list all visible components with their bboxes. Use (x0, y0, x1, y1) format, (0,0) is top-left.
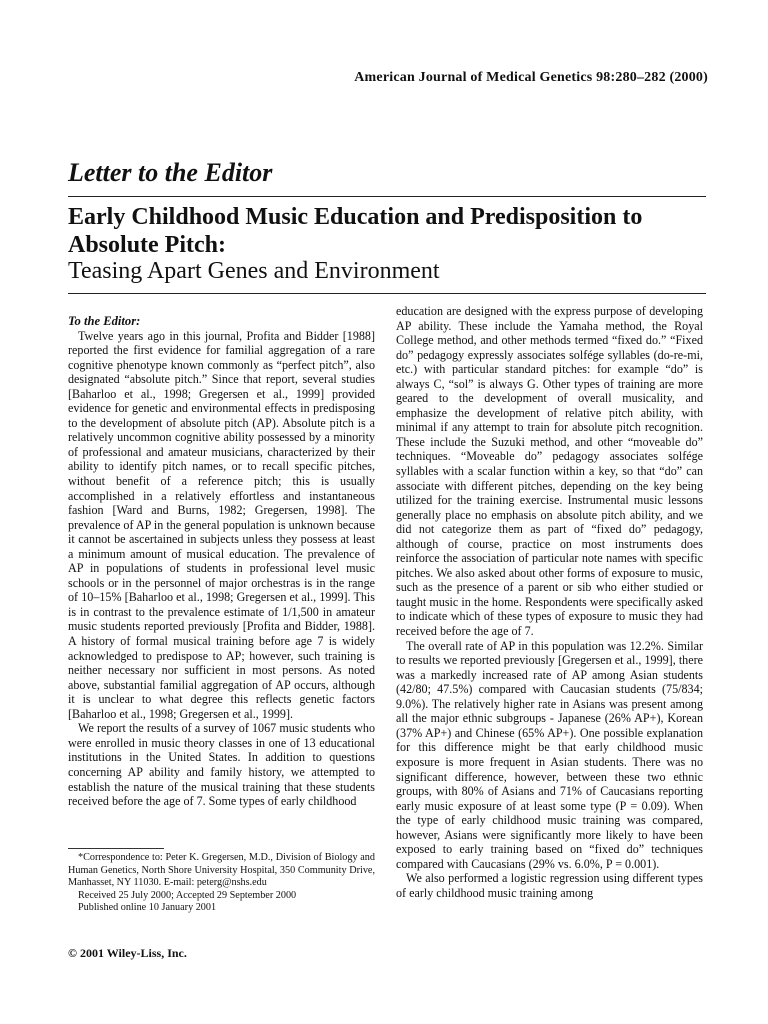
section-label: Letter to the Editor (68, 158, 273, 187)
article-title: Early Childhood Music Education and Predisposition to Absolute Pitch: (68, 204, 643, 258)
paragraph: Twelve years ago in this journal, Profita and Bidder [1988] reported the first evidence for familial aggregation of a rare cognitive phenotype known commonly as “perfect pitch”, also designated “absolute pitch.” Since that report, several studies [Baharloo et al., 1998; Gregersen et al., 1999] provided evidence for genetic and environmental effects in predisposing to the development of absolute pitch (AP). Absolute pitch is a relatively uncommon cognitive ability possessed by a minority of professional and amateur musicians, characterized by their ability to identify pitch names, or to recall specific pitches, without benefit of a reference pitch; this is usually accomplished in a relatively effortless and instantaneous fashion [Ward and Burns, 1982; Gregersen, 1998]. The prevalence of AP in the general population is unknown because it cannot be ascertained in subjects unless they possess at least a minimum amount of musical education. The prevalence of AP in populations of students in professional level music schools or in the personnel of major orchestras is in the range of 10–15% [Baharloo et al., 1998; Gregersen et al., 1999]. This is in contrast to the prevalence estimate of 1/1,500 in amateur music students reported previously [Profita and Bidder, 1988]. A history of formal musical training before age 7 is widely acknowledged to predispose to AP; however, such training is neither necessary nor sufficient in most persons. As noted above, substantial familial aggregation of AP occurs, although it is unclear to what degree this reflects genetic factors [Baharloo et al., 1998; Gregersen et al., 1999]. (68, 328, 375, 721)
paragraph: We also performed a logistic regression using different types of early childhood music training among (396, 871, 703, 900)
received-date: Received 25 July 2000; Accepted 29 September 2000 (78, 889, 297, 901)
left-column (68, 314, 375, 809)
paragraph: education are designed with the express purpose of developing AP ability. These include the Yamaha method, the Royal College method, and other methods termed “fixed do.” “Fixed do” pedagogy expressly associates solfége syllables (do-re-mi, etc.) with particular standard pitches: for example “do” is always C, “sol” is always G. Other types of training are more geared to the development of overall musicality, and emphasize the development of relative pitch ability, with minimal if any attempt to train for absolute pitch recognition. These include the Suzuki method, and other “moveable do” techniques. “Moveable do” pedagogy associates solfége syllables with a scalar function within a key, so that “do” can associate with different pitches, depending on the key being utilized for the training exercise. Instrumental music lessons generally place no emphasis on absolute pitch ability, and we did not categorize them as part of “fixed do” pedagogy, although of course, practice on most instruments does reinforce the association of particular note names with specific pitches. We also asked about other forms of exposure to music, such as the presence of a parent or sib who either studied or taught music in the home. Respondents were specifically asked to indicate which of these types of exposure to music they had received before the age of 7. (396, 304, 703, 639)
article-subtitle: Teasing Apart Genes and Environment (68, 258, 440, 284)
salutation: To the Editor: (68, 314, 141, 328)
footnote-divider (68, 848, 164, 849)
right-column (396, 304, 703, 900)
correspondence-note: *Correspondence to: Peter K. Gregersen, M.D., Division of Biology and Human Genetics, North Shore University Hospital, 350 Community Drive, Manhasset, NY 11030. E-mail: peterg@nshs.edu (68, 852, 375, 889)
title-rule-top (68, 196, 706, 197)
footnotes (68, 852, 375, 915)
copyright-notice: © 2001 Wiley-Liss, Inc. (68, 946, 187, 960)
journal-header: American Journal of Medical Genetics 98:280–282 (2000) (354, 70, 708, 85)
title-rule-bottom (68, 293, 706, 294)
published-date: Published online 10 January 2001 (78, 902, 217, 914)
paragraph: We report the results of a survey of 1067 music students who were enrolled in music theory classes in one of 13 educational institutions in the United States. In addition to questions concerning AP ability and family history, we attempted to establish the nature of the musical training that these students received before the age of 7. Some types of early childhood (68, 721, 375, 809)
paragraph: The overall rate of AP in this population was 12.2%. Similar to results we reported previously [Gregersen et al., 1999], there was a markedly increased rate of AP among Asian students (42/80; 47.5%) compared with Caucasian students (75/834; 9.0%). The relatively higher rate in Asians was present among all the major ethnic subgroups - Japanese (26% AP+), Korean (37% AP+) and Chinese (65% AP+). One possible explanation for this difference might be that early childhood music exposure is more frequent in Asian students. There was no significant difference, however, between these two ethnic groups, with 80% of Asians and 71% of Caucasians reporting early music exposure of at least some type (P = 0.09). When the type of early childhood music training was compared, however, Asians were significantly more likely to have been exposed to early training based on “fixed do” techniques compared with Caucasians (29% vs. 6.0%, P = 0.001). (396, 638, 703, 871)
